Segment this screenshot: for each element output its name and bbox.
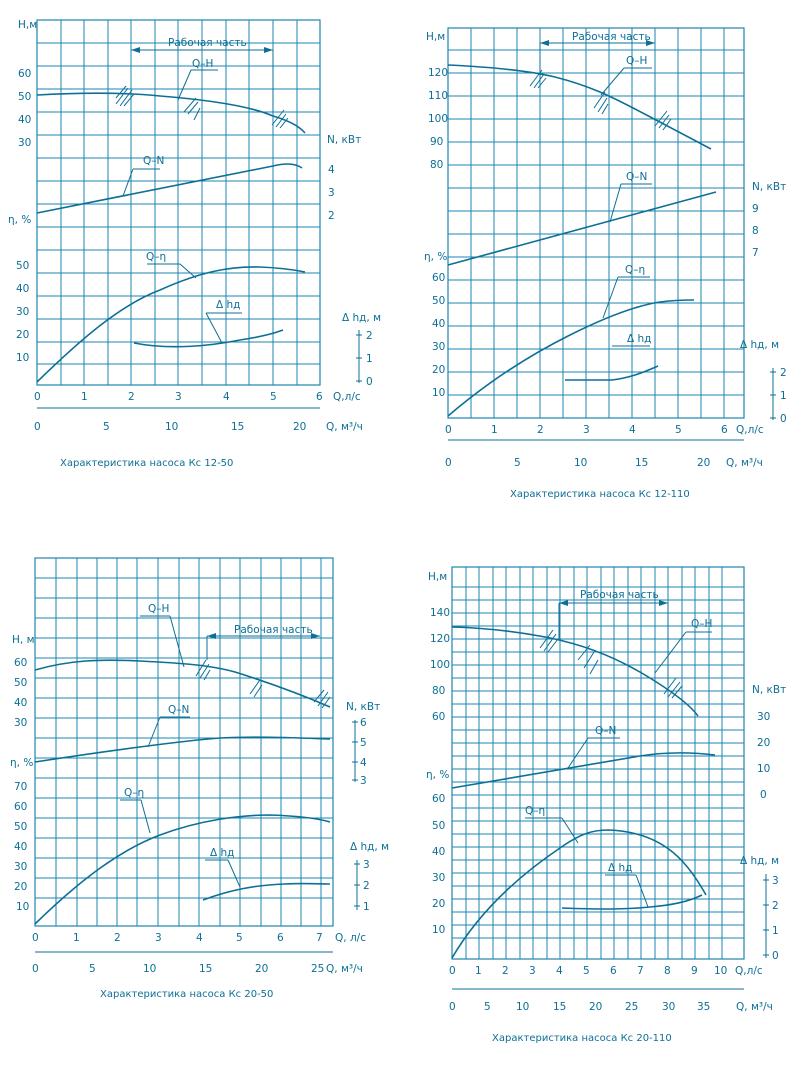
q-m3h-tick: 35 bbox=[697, 1001, 711, 1013]
eta-tick: 70 bbox=[14, 781, 28, 793]
series-q-n-curve bbox=[452, 753, 715, 788]
eta-tick: 20 bbox=[16, 329, 30, 341]
series-label-q-n: Q–N bbox=[143, 155, 165, 167]
q-ls-tick: 5 bbox=[270, 391, 277, 403]
series-label-q-eta: Q–η bbox=[146, 251, 167, 263]
chart-title: Характеристика насоса Кс 12-50 bbox=[60, 458, 234, 469]
series-label-q-n: Q–N bbox=[626, 171, 648, 183]
series-q-h-curve bbox=[448, 65, 711, 149]
series-q-h-curve bbox=[452, 627, 698, 716]
q-ls-tick: 10 bbox=[714, 965, 728, 977]
axis-label-dh: Δ hд, м bbox=[740, 339, 780, 351]
n-tick: 5 bbox=[360, 737, 367, 749]
q-m3h-tick: 10 bbox=[165, 421, 179, 433]
q-ls-tick: 9 bbox=[691, 965, 698, 977]
eta-tick: 10 bbox=[16, 901, 30, 913]
h-tick: 40 bbox=[18, 114, 32, 126]
q-m3h-tick: 25 bbox=[311, 963, 325, 975]
series-label-dh: Δ hд bbox=[210, 847, 235, 859]
q-m3h-tick: 0 bbox=[32, 963, 39, 975]
axis-label-dh: Δ hд, м bbox=[350, 841, 390, 853]
axis-label-n: N, кВт bbox=[346, 701, 381, 713]
chart-frame bbox=[448, 28, 744, 418]
grid bbox=[448, 28, 744, 418]
n-tick: 7 bbox=[752, 247, 759, 259]
h-tick: 30 bbox=[18, 137, 32, 149]
q-m3h-tick: 20 bbox=[589, 1001, 603, 1013]
q-m3h-tick: 15 bbox=[231, 421, 245, 433]
n-tick: 8 bbox=[752, 225, 759, 237]
series-dh-curve bbox=[134, 330, 283, 347]
eta-tick: 50 bbox=[14, 821, 28, 833]
axis-label-n: N, кВт bbox=[752, 684, 787, 696]
axis-label-eta: η, % bbox=[8, 214, 32, 226]
work-range-label: Рабочая часть bbox=[580, 589, 659, 601]
series-q-n-curve bbox=[37, 164, 302, 213]
series-dh-curve bbox=[565, 366, 658, 380]
eta-tick: 60 bbox=[432, 793, 446, 805]
eta-tick: 40 bbox=[432, 846, 446, 858]
h-tick: 60 bbox=[432, 711, 446, 723]
q-ls-tick: 7 bbox=[316, 932, 323, 944]
q-m3h-tick: 5 bbox=[514, 457, 521, 469]
q-m3h-tick: 5 bbox=[89, 963, 96, 975]
axis-label-q-m3h: Q, м³/ч bbox=[736, 1001, 773, 1013]
n-tick: 4 bbox=[328, 164, 335, 176]
axis-label-h: Н,м bbox=[18, 19, 38, 31]
eta-tick: 60 bbox=[432, 272, 446, 284]
eta-tick: 40 bbox=[432, 318, 446, 330]
q-ls-tick: 2 bbox=[502, 965, 509, 977]
axis-label-h: Н,м bbox=[426, 31, 446, 43]
h-tick: 110 bbox=[428, 90, 449, 102]
axis-label-eta: η, % bbox=[10, 757, 34, 769]
eta-tick: 10 bbox=[16, 352, 30, 364]
series-label-q-n: Q–N bbox=[168, 704, 190, 716]
axis-label-q-m3h: Q, м³/ч bbox=[326, 963, 363, 975]
n-tick: 2 bbox=[328, 210, 335, 222]
q-ls-tick: 5 bbox=[675, 424, 682, 436]
n-tick: 10 bbox=[757, 763, 771, 775]
q-m3h-tick: 0 bbox=[445, 457, 452, 469]
q-ls-tick: 3 bbox=[529, 965, 536, 977]
eta-tick: 10 bbox=[432, 387, 446, 399]
series-label-q-h: Q–H bbox=[691, 618, 713, 630]
series-q-eta-curve bbox=[35, 815, 330, 924]
q-m3h-tick: 25 bbox=[625, 1001, 639, 1013]
n-tick: 9 bbox=[752, 203, 759, 215]
n-tick: 3 bbox=[328, 187, 335, 199]
q-m3h-tick: 20 bbox=[697, 457, 711, 469]
series-q-eta-curve bbox=[448, 300, 694, 416]
chart-title: Характеристика насоса Кс 20-110 bbox=[492, 1033, 672, 1044]
q-m3h-tick: 10 bbox=[574, 457, 588, 469]
q-ls-tick: 0 bbox=[32, 932, 39, 944]
eta-tick: 20 bbox=[432, 898, 446, 910]
series-q-h-curve bbox=[35, 660, 330, 707]
q-ls-tick: 2 bbox=[114, 932, 121, 944]
q-ls-tick: 4 bbox=[629, 424, 636, 436]
h-tick: 90 bbox=[430, 136, 444, 148]
series-label-dh: Δ hд bbox=[608, 862, 633, 874]
q-ls-tick: 6 bbox=[316, 391, 323, 403]
chart-kc20-110 bbox=[426, 567, 786, 1044]
series-label-q-eta: Q–η bbox=[124, 787, 145, 799]
axis-label-q-m3h: Q, м³/ч bbox=[326, 421, 363, 433]
eta-tick: 50 bbox=[16, 260, 30, 272]
h-tick: 100 bbox=[428, 113, 449, 125]
n-tick: 20 bbox=[757, 737, 771, 749]
h-tick: 120 bbox=[428, 67, 449, 79]
q-ls-tick: 1 bbox=[491, 424, 498, 436]
series-q-h-curve bbox=[37, 93, 305, 133]
work-range-label: Рабочая часть bbox=[168, 37, 247, 49]
series-dh-curve bbox=[562, 895, 702, 909]
axis-label-q-ls: Q,л/с bbox=[735, 965, 763, 977]
series-label-q-h: Q–H bbox=[148, 603, 170, 615]
q-ls-tick: 4 bbox=[556, 965, 563, 977]
dh-tick: 1 bbox=[366, 353, 373, 365]
dh-tick: 2 bbox=[363, 880, 370, 892]
dh-tick: 1 bbox=[780, 390, 787, 402]
series-q-eta-curve bbox=[37, 267, 305, 382]
q-m3h-tick: 15 bbox=[553, 1001, 567, 1013]
eta-tick: 20 bbox=[14, 881, 28, 893]
axis-label-dh: Δ hд, м bbox=[342, 312, 382, 324]
q-ls-tick: 2 bbox=[128, 391, 135, 403]
eta-tick: 40 bbox=[14, 841, 28, 853]
q-ls-tick: 6 bbox=[277, 932, 284, 944]
chart-title: Характеристика насоса Кс 12-110 bbox=[510, 489, 690, 500]
eta-tick: 30 bbox=[432, 872, 446, 884]
axis-label-eta: η, % bbox=[426, 769, 450, 781]
q-ls-tick: 0 bbox=[449, 965, 456, 977]
q-m3h-tick: 20 bbox=[255, 963, 269, 975]
dh-tick: 0 bbox=[366, 376, 373, 388]
dh-tick: 2 bbox=[772, 900, 779, 912]
chart-kc12-50 bbox=[8, 19, 381, 469]
q-m3h-tick: 5 bbox=[484, 1001, 491, 1013]
n-tick: 30 bbox=[757, 711, 771, 723]
eta-tick: 30 bbox=[14, 861, 28, 873]
axis-label-h: Н, м bbox=[12, 634, 35, 646]
q-ls-tick: 1 bbox=[73, 932, 80, 944]
axis-label-q-ls: Q,л/с bbox=[736, 424, 764, 436]
q-ls-tick: 3 bbox=[155, 932, 162, 944]
n-tick: 3 bbox=[360, 775, 367, 787]
q-m3h-tick: 10 bbox=[143, 963, 157, 975]
h-tick: 50 bbox=[14, 677, 28, 689]
chart-kc12-110 bbox=[424, 28, 787, 500]
h-tick: 100 bbox=[430, 659, 451, 671]
series-label-dh: Δ hд bbox=[627, 333, 652, 345]
q-m3h-tick: 30 bbox=[662, 1001, 676, 1013]
q-m3h-tick: 0 bbox=[34, 421, 41, 433]
n-tick: 0 bbox=[760, 789, 767, 801]
series-label-q-eta: Q–η bbox=[525, 805, 546, 817]
q-ls-tick: 8 bbox=[664, 965, 671, 977]
q-m3h-tick: 20 bbox=[293, 421, 307, 433]
n-tick: 6 bbox=[360, 717, 367, 729]
q-ls-tick: 0 bbox=[34, 391, 41, 403]
eta-tick: 50 bbox=[432, 820, 446, 832]
chart-kc20-50 bbox=[10, 558, 389, 1000]
work-range-label: Рабочая часть bbox=[572, 31, 651, 43]
dh-tick: 3 bbox=[363, 859, 370, 871]
q-ls-tick: 6 bbox=[610, 965, 617, 977]
work-range-label: Рабочая часть bbox=[234, 624, 313, 636]
axis-label-q-m3h: Q, м³/ч bbox=[726, 457, 763, 469]
h-tick: 80 bbox=[430, 159, 444, 171]
h-tick: 80 bbox=[432, 685, 446, 697]
dh-tick: 1 bbox=[772, 925, 779, 937]
eta-tick: 30 bbox=[16, 306, 30, 318]
q-ls-tick: 1 bbox=[475, 965, 482, 977]
eta-tick: 60 bbox=[14, 801, 28, 813]
q-ls-tick: 3 bbox=[175, 391, 182, 403]
series-label-q-h: Q–H bbox=[192, 58, 214, 70]
axis-label-n: N, кВт bbox=[327, 134, 362, 146]
dh-tick: 3 bbox=[772, 875, 779, 887]
dh-tick: 0 bbox=[780, 413, 787, 425]
axis-label-dh: Δ hд, м bbox=[740, 855, 780, 867]
dh-tick: 2 bbox=[366, 330, 373, 342]
n-tick: 4 bbox=[360, 757, 367, 769]
q-ls-tick: 4 bbox=[223, 391, 230, 403]
series-label-q-n: Q–N bbox=[595, 725, 617, 737]
dh-tick: 0 bbox=[772, 950, 779, 962]
axis-label-q-ls: Q,л/с bbox=[333, 391, 361, 403]
h-tick: 60 bbox=[18, 68, 32, 80]
series-label-dh: Δ hд bbox=[216, 299, 241, 311]
q-m3h-tick: 15 bbox=[635, 457, 649, 469]
q-ls-tick: 4 bbox=[196, 932, 203, 944]
q-ls-tick: 5 bbox=[583, 965, 590, 977]
q-m3h-tick: 0 bbox=[449, 1001, 456, 1013]
h-tick: 140 bbox=[430, 607, 451, 619]
dh-tick: 1 bbox=[363, 901, 370, 913]
eta-tick: 20 bbox=[432, 364, 446, 376]
chart-title: Характеристика насоса Кс 20-50 bbox=[100, 989, 274, 1000]
q-ls-tick: 0 bbox=[445, 424, 452, 436]
axis-label-q-ls: Q, л/с bbox=[335, 932, 366, 944]
q-m3h-tick: 5 bbox=[103, 421, 110, 433]
q-ls-tick: 5 bbox=[236, 932, 243, 944]
q-ls-tick: 3 bbox=[583, 424, 590, 436]
h-tick: 40 bbox=[14, 697, 28, 709]
axis-label-n: N, кВт bbox=[752, 181, 787, 193]
series-q-n-curve bbox=[448, 192, 716, 265]
eta-tick: 30 bbox=[432, 341, 446, 353]
dh-tick: 2 bbox=[780, 367, 787, 379]
series-label-q-h: Q–H bbox=[626, 55, 648, 67]
q-ls-tick: 6 bbox=[721, 424, 728, 436]
series-label-q-eta: Q–η bbox=[625, 264, 646, 276]
q-ls-tick: 1 bbox=[81, 391, 88, 403]
axis-label-eta: η, % bbox=[424, 251, 448, 263]
h-tick: 50 bbox=[18, 91, 32, 103]
q-m3h-tick: 15 bbox=[199, 963, 213, 975]
q-ls-tick: 2 bbox=[537, 424, 544, 436]
q-ls-tick: 7 bbox=[637, 965, 644, 977]
grid bbox=[37, 20, 320, 385]
eta-tick: 50 bbox=[432, 295, 446, 307]
h-tick: 60 bbox=[14, 657, 28, 669]
eta-tick: 40 bbox=[16, 283, 30, 295]
h-tick: 30 bbox=[14, 717, 28, 729]
q-m3h-tick: 10 bbox=[516, 1001, 530, 1013]
axis-label-h: Н,м bbox=[428, 571, 448, 583]
h-tick: 120 bbox=[430, 633, 451, 645]
eta-tick: 10 bbox=[432, 924, 446, 936]
